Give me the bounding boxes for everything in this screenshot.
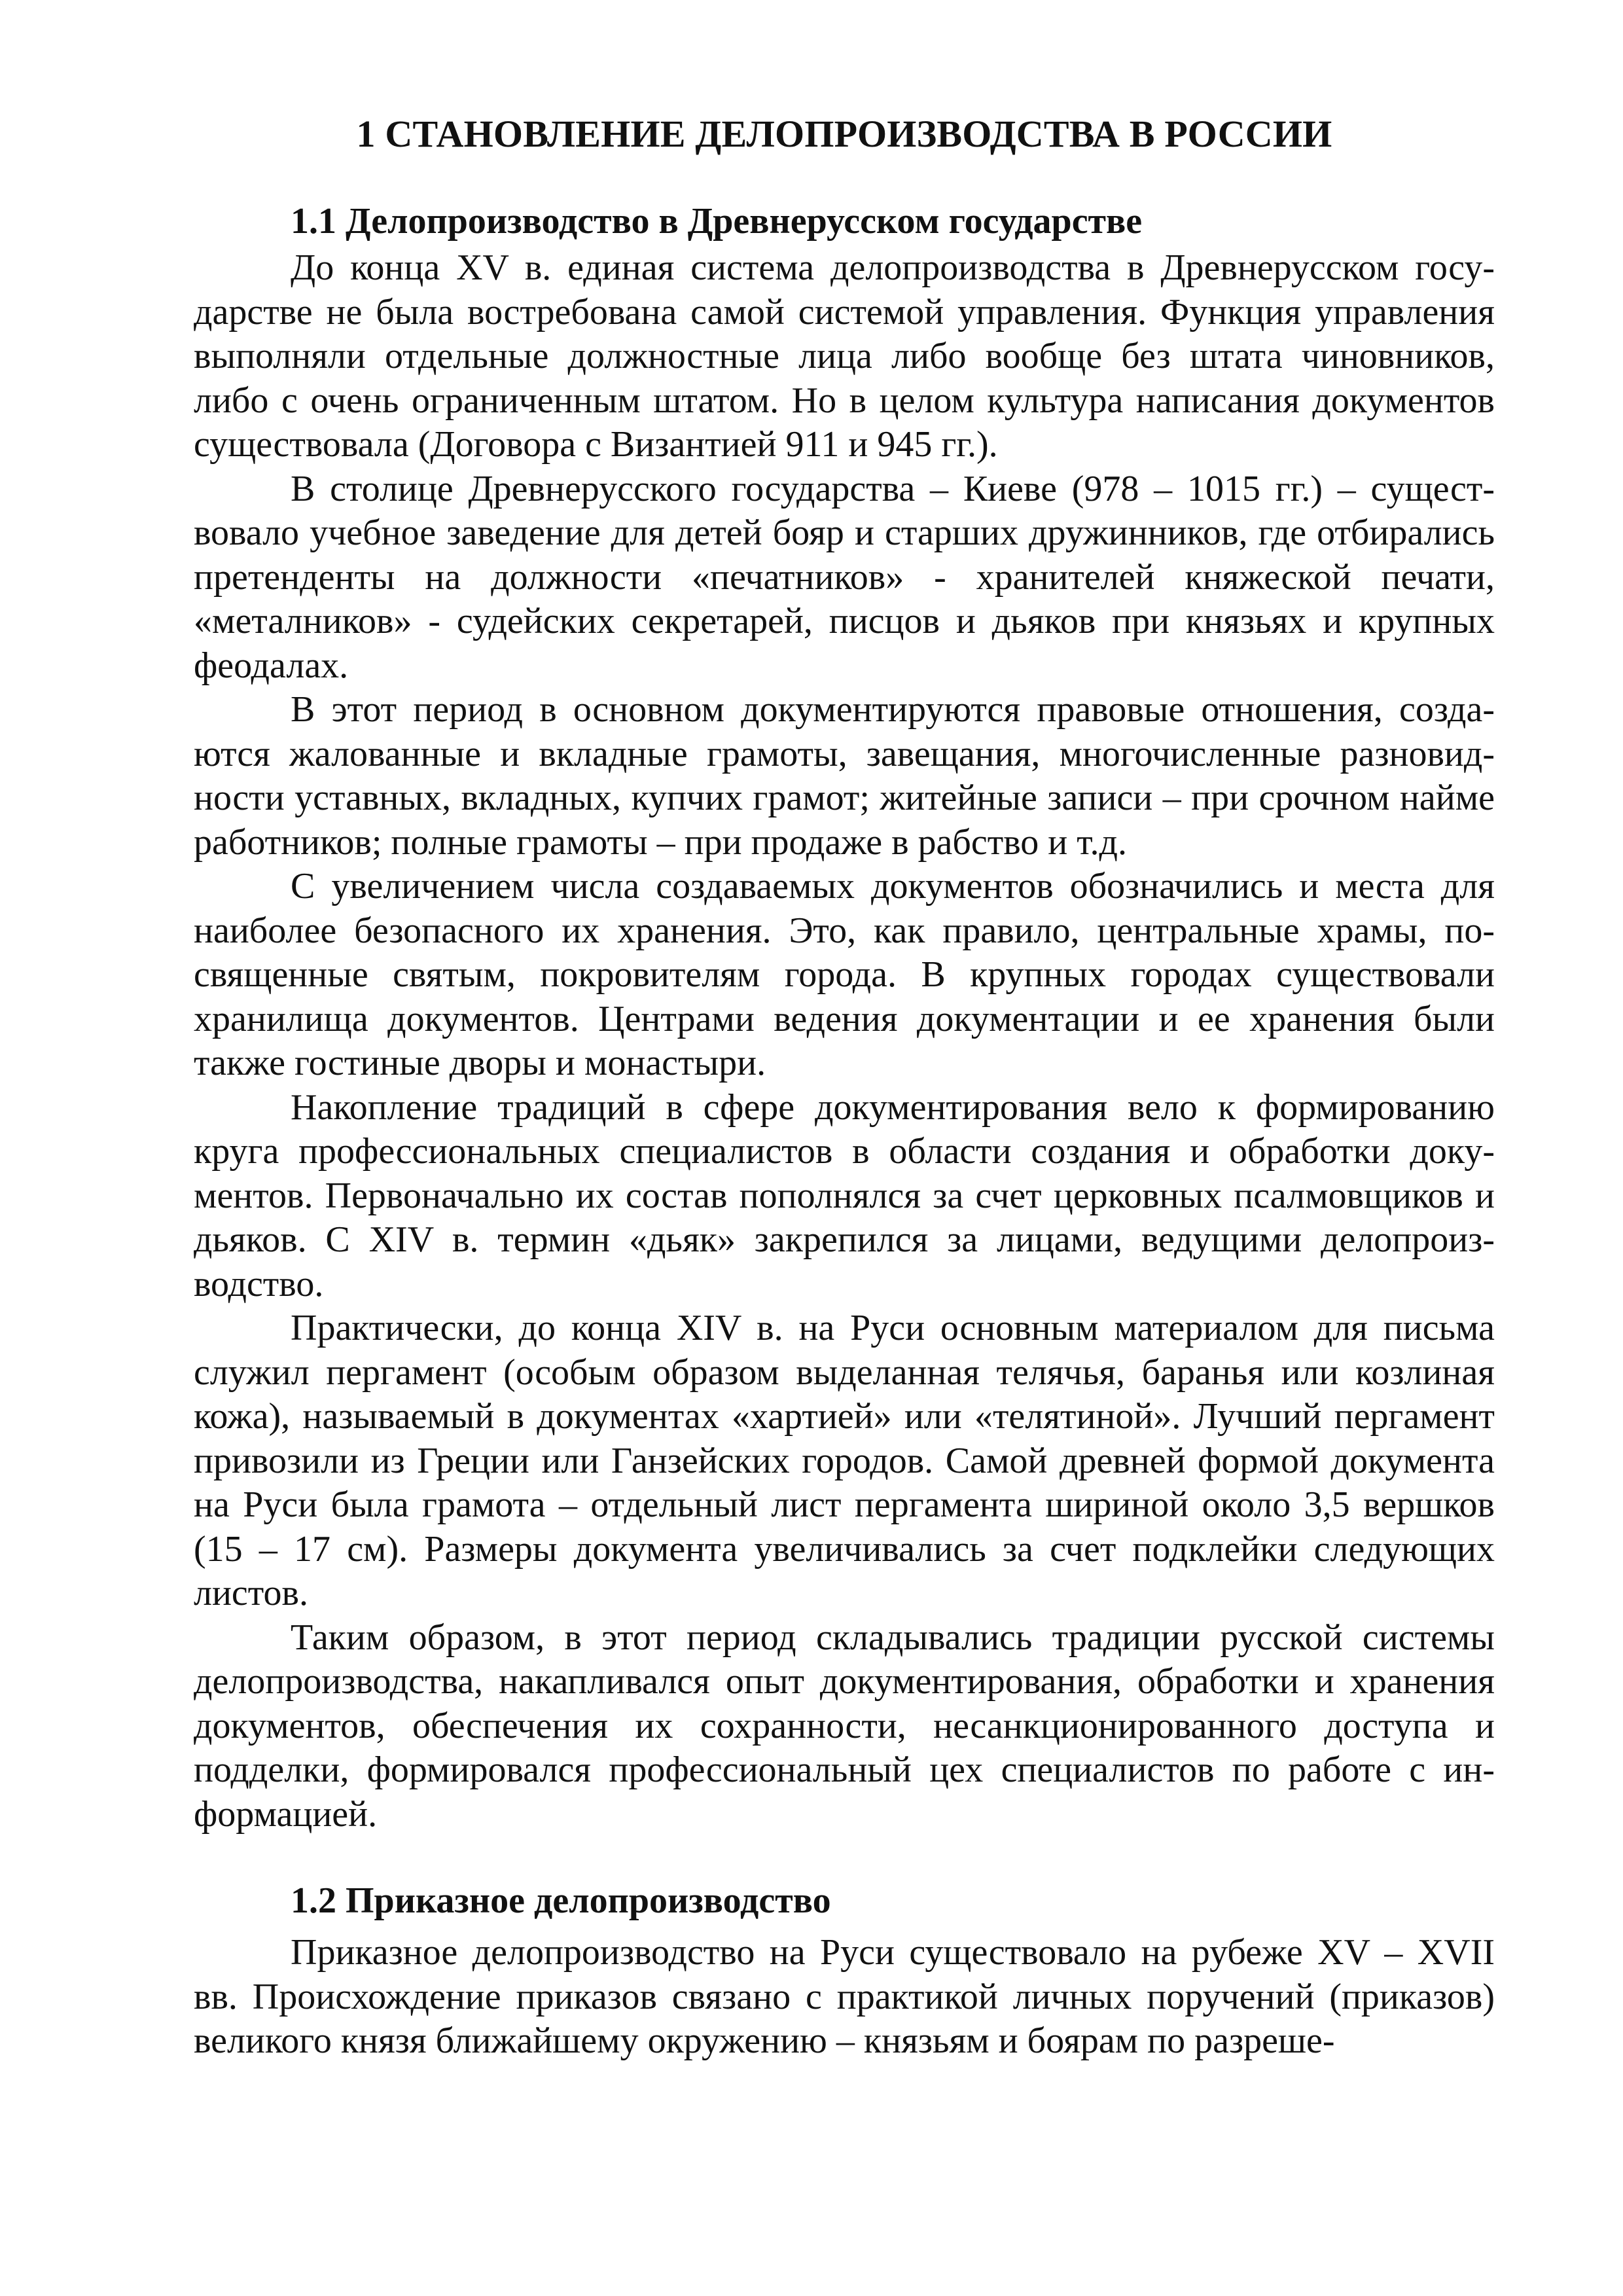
document-page: [194, 111, 1495, 2064]
paragraph: Приказное делопроизводство на Руси существовало на рубеже XV – XVII вв. Происхождение приказов связано с практикой личных поручений (приказов) великого князя ближайшему окружению – князьям и боярам по разреше-: [194, 1932, 1495, 2061]
section-title: 1.1 Делопроизводство в Древнерусском государстве: [291, 201, 1143, 242]
paragraph: Таким образом, в этот период складывались традиции русской системы делопроизводства, накапливался опыт документирования, обработки и хранения документов, обеспечения их сохранности, несанкционированного доступа и подделки, формировался профессиональный цех специалистов по работе с информацией.: [194, 1617, 1495, 1835]
paragraph: До конца XV в. единая система делопроизводства в Древнерусском государстве не была востребована самой системой управления. Функция управления выполняли отдельные должностные лица либо вообще без штата чиновников, либо с очень ограниченным штатом. Но в целом культура написания документов существовала (Договора с Византией 911 и 945 гг.).: [194, 247, 1495, 465]
paragraph: С увеличением числа создаваемых документов обозначились и места для наиболее безопасного их хранения. Это, как правило, центральные храмы, посвященные святым, покровителям города. В крупных городах существовали хранилища документов. Центрами ведения документации и ее хранения были также гостиные дворы и монастыри.: [194, 866, 1495, 1083]
paragraph: Накопление традиций в сфере документирования вело к формированию круга профессиональных специалистов в области создания и обработки документов. Первоначально их состав пополнялся за счет церковных псалмовщиков и дьяков. С XIV в. термин «дьяк» закрепился за лицами, ведущими делопроизводство.: [194, 1086, 1495, 1304]
section-1-2: [194, 1878, 1495, 2064]
paragraph: В столице Древнерусского государства – Киеве (978 – 1015 гг.) – существовало учебное заведение для детей бояр и старших дружинников, где отбирались претенденты на должности «печатников» - хранителей княжеской печати, «металников» - судейских секретарей, писцов и дьяков при князьях и крупных феодалах.: [194, 468, 1495, 686]
paragraph: Практически, до конца XIV в. на Руси основным материалом для письма служил пергамент (особым образом выделанная телячья, баранья или козлиная кожа), называемый в документах «хартией» или «телятиной». Лучший пергамент привозили из Греции или Ганзейских городов. Самой древней формой документа на Руси была грамота – отдельный лист пергамента шириной около 3,5 вершков (15 – 17 см). Размеры документа увеличивались за счет подклейки следующих листов.: [194, 1308, 1495, 1613]
section-title: 1.2 Приказное делопроизводство: [291, 1880, 831, 1921]
section-1-1: [194, 199, 1495, 1837]
paragraph: В этот период в основном документируются правовые отношения, создаются жалованные и вкладные грамоты, завещания, многочисленные разновидности уставных, вкладных, купчих грамот; житейные записи – при срочном найме работников; полные грамоты – при продаже в рабство и т.д.: [194, 689, 1495, 863]
chapter-title: 1 СТАНОВЛЕНИЕ ДЕЛОПРОИЗВОДСТВА В РОССИИ: [356, 113, 1332, 155]
